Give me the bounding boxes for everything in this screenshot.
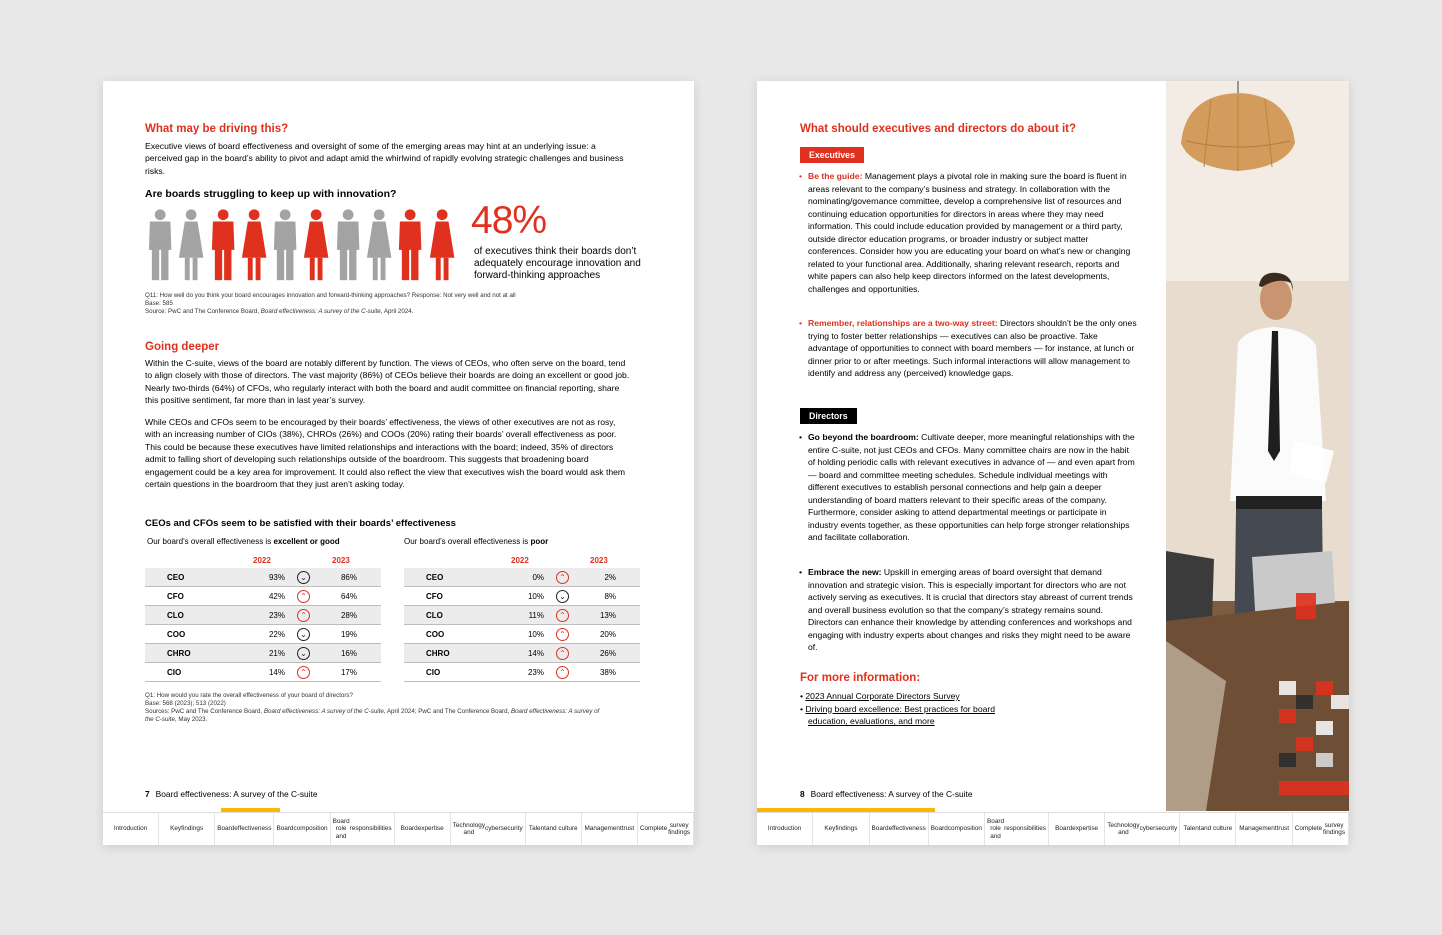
row-role: COO — [167, 629, 186, 639]
nav-tab-technology-and-cybersecurity[interactable]: Technology and cybersecurity — [451, 813, 526, 845]
value-2022: 23% — [268, 610, 285, 620]
table-row — [404, 568, 640, 587]
row-role: CFO — [167, 591, 184, 601]
table-footnote: Q1: How would you rate the overall effectiveness of your board of directors? Base: 568 (2023); 513 (2022) Sources: PwC and The Conference Board, Board effectiveness: A survey of the C-suite, April 2024; PwC and The Conference Board, Board effectiveness: A survey of the C-suite, May 2023. — [145, 692, 600, 723]
exec-bullet-relationships: • Remember, relationships are a two-way street: Directors shouldn’t be the only ones trying to foster better relationships — executives can also be proactive. Take advantage of opportunities to connect with board members — for instance, at lunch or dinner prior to or after meetings. Such informal interactions will allow management to identify and address any (perceived) knowledge gaps. — [799, 318, 1137, 379]
row-role: CFO — [426, 591, 443, 601]
value-2022: 22% — [268, 629, 285, 639]
chevron-up-icon: ⌃ — [556, 647, 569, 660]
value-2022: 23% — [527, 667, 544, 677]
table-row — [145, 587, 381, 606]
table2-year-2023: 2023 — [590, 556, 608, 565]
nav-tab-complete-survey-findings[interactable]: Complete survey findings — [1293, 813, 1349, 845]
table1-label: Our board’s overall effectiveness is excellent or good — [147, 537, 340, 546]
nav-tab-management-trust[interactable]: Management trust — [1236, 813, 1292, 845]
table2-label: Our board’s overall effectiveness is poor — [404, 537, 549, 546]
infographic-footnote: Q11: How well do you think your board encourages innovation and forward-thinking approaches? Response: Not very well and not at all Base: 585 Source: PwC and The Conference Board, Board effectiveness: A survey of the C-suite, April 2024. — [145, 292, 516, 315]
table-row — [404, 606, 640, 625]
nav-tab-key-findings[interactable]: Key findings — [159, 813, 215, 845]
man-figure-icon — [270, 208, 300, 281]
nav-tab-key-findings[interactable]: Key findings — [813, 813, 869, 845]
executives-tag: Executives — [800, 147, 864, 163]
infographic-percent: 48% — [471, 199, 547, 242]
page-footer: 8 Board effectiveness: A survey of the C-suite — [800, 789, 973, 799]
more-info-heading: For more information: — [800, 672, 921, 684]
row-role: COO — [426, 629, 445, 639]
nav-tab-technology-and-cybersecurity[interactable]: Technology and cybersecurity — [1105, 813, 1180, 845]
office-photo — [1166, 81, 1349, 811]
nav-tab-board-effectiveness[interactable]: Board effectiveness — [870, 813, 929, 845]
woman-figure-icon — [239, 208, 269, 281]
chevron-down-icon: ⌄ — [556, 590, 569, 603]
photo-illustration — [1166, 81, 1349, 811]
row-role: CHRO — [167, 648, 191, 658]
man-figure-icon — [145, 208, 175, 281]
table-row — [404, 587, 640, 606]
value-2022: 10% — [527, 629, 544, 639]
heading-what-should: What should executives and directors do about it? — [800, 123, 1077, 135]
chevron-up-icon: ⌃ — [556, 666, 569, 679]
chevron-up-icon: ⌃ — [297, 666, 310, 679]
chevron-down-icon: ⌄ — [297, 628, 310, 641]
nav-tab-board-composition[interactable]: Board composition — [274, 813, 330, 845]
row-role: CIO — [167, 667, 182, 677]
exec-bullet-guide: • Be the guide: Management plays a pivotal role in making sure the board is fluent in areas relevant to the company’s business and strategy. In collaboration with the nominating/governance committee, develop a comprehensive list of resources and continuing education opportunities for directors in areas where they may need information. This could include education provided by management or a third party, outside director education programs, or broader industry or subject matter conferences. Consider how you are educating your board on what’s new or changing related to your functional area. Additionally, sharing relevant research, reports and white papers can also help keep directors informed on the latest developments, challenges and opportunities. — [799, 171, 1131, 294]
value-2023: 2% — [604, 572, 616, 582]
value-2022: 14% — [268, 667, 285, 677]
page-footer: 7 Board effectiveness: A survey of the C-suite — [145, 789, 318, 799]
dir-bullet-embrace: • Embrace the new: Upskill in emerging areas of board oversight that demand innovation and strategic vision. This is especially important for directors who are not actively serving as executives. It is crucial that directors stay abreast of current trends and overall business evolution so that the company’s strategy remains sound. Directors can enhance their knowledge by attending conferences and workshops and engaging with industry experts about changes and risks they might need to be aware of. — [799, 567, 1133, 653]
paragraph-2: While CEOs and CFOs seem to be encouraged by their boards’ effectiveness, the views of other executives are not as rosy, with an increasing number of CIOs (38%), CHROs (26%) and COOs (20%) rating their boards’ overall effectiveness as poor. This could be because these executives have limited relationships and interactions with the board; indeed, 35% of directors admit to falling short of developing such relationships outside of the boardroom. This suggests that broadening board engagement could be a key area for improvement. It could also reflect the view that executives wish the board would ask them certain questions in the boardroom that they just aren’t asking today. — [145, 417, 626, 490]
table-row — [145, 625, 381, 644]
heading-what-driving: What may be driving this? — [145, 123, 289, 135]
value-2022: 14% — [527, 648, 544, 658]
woman-figure-icon — [176, 208, 206, 281]
nav-tab-board-expertise[interactable]: Board expertise — [1049, 813, 1105, 845]
nav-tab-board-role-and-responsibilities[interactable]: Board role and responsibilities — [331, 813, 395, 845]
woman-figure-icon — [427, 208, 457, 281]
nav-tab-board-expertise[interactable]: Board expertise — [395, 813, 451, 845]
row-role: CHRO — [426, 648, 450, 658]
intro-paragraph: Executive views of board effectiveness and oversight of some of the emerging areas may hint at an underlying issue: a perceived gap in the board’s ability to pivot and adapt amid the whirlwind of rapidly evolving strategic challenges and business risks. — [145, 141, 624, 176]
value-2022: 21% — [268, 648, 285, 658]
row-role: CLO — [167, 610, 184, 620]
directors-tag: Directors — [800, 408, 857, 424]
table-heading: CEOs and CFOs seem to be satisfied with their boards’ effectiveness — [145, 518, 456, 529]
value-2023: 19% — [340, 629, 357, 639]
infographic-title: Are boards struggling to keep up with innovation? — [145, 188, 397, 200]
nav-tab-introduction[interactable]: Introduction — [103, 813, 159, 845]
nav-tab-talent-and-culture[interactable]: Talent and culture — [526, 813, 582, 845]
nav-tab-board-role-and-responsibilities[interactable]: Board role and responsibilities — [985, 813, 1049, 845]
value-2023: 64% — [340, 591, 357, 601]
right-page — [757, 81, 1349, 845]
row-role: CLO — [426, 610, 443, 620]
table-row — [404, 644, 640, 663]
value-2022: 11% — [528, 610, 544, 620]
link-directors-survey[interactable]: 2023 Annual Corporate Directors Survey — [805, 691, 960, 701]
man-figure-icon — [333, 208, 363, 281]
value-2023: 86% — [340, 572, 357, 582]
more-info-links: • 2023 Annual Corporate Directors Survey • Driving board excellence: Best practices for board education, evaluations, and more — [800, 691, 996, 726]
man-figure-icon — [395, 208, 425, 281]
value-2022: 93% — [268, 572, 285, 582]
table-row — [404, 663, 640, 682]
table-row — [404, 625, 640, 644]
nav-tab-complete-survey-findings[interactable]: Complete survey findings — [638, 813, 694, 845]
table2-year-2022: 2022 — [511, 556, 529, 565]
table-row — [145, 606, 381, 625]
nav-tab-talent-and-culture[interactable]: Talent and culture — [1180, 813, 1236, 845]
value-2022: 0% — [532, 572, 544, 582]
value-2023: 26% — [599, 648, 616, 658]
heading-going-deeper: Going deeper — [145, 341, 220, 353]
infographic-caption: of executives think their boards don’t adequately encourage innovation and forward-thinking approaches — [474, 246, 641, 282]
woman-figure-icon — [301, 208, 331, 281]
value-2023: 28% — [340, 610, 357, 620]
people-infographic — [145, 208, 457, 283]
nav-tab-board-effectiveness[interactable]: Board effectiveness — [215, 813, 274, 845]
chevron-down-icon: ⌄ — [297, 647, 310, 660]
table-row — [145, 663, 381, 682]
paragraph-1: Within the C-suite, views of the board are notably different by function. The views of CEOs, who often serve on the board, tend to align closely with those of directors. The vast majority (86%) of CEOs believe their boards are doing an excellent or good job. Nearly two-thirds (64%) of CFOs, who regularly interact with both the board and audit committee on financial reporting, share this positive sentiment, far more than in last year’s survey. — [145, 358, 630, 406]
woman-figure-icon — [364, 208, 394, 281]
row-role: CIO — [426, 667, 441, 677]
row-role: CEO — [426, 572, 444, 582]
nav-tab-management-trust[interactable]: Management trust — [582, 813, 638, 845]
value-2023: 16% — [340, 648, 357, 658]
chevron-down-icon: ⌄ — [297, 571, 310, 584]
chevron-up-icon: ⌃ — [297, 590, 310, 603]
chevron-up-icon: ⌃ — [556, 609, 569, 622]
chevron-up-icon: ⌃ — [297, 609, 310, 622]
row-role: CEO — [167, 572, 185, 582]
value-2023: 17% — [340, 667, 357, 677]
value-2022: 10% — [527, 591, 544, 601]
chevron-up-icon: ⌃ — [556, 571, 569, 584]
dir-bullet-boardroom: • Go beyond the boardroom: Cultivate deeper, more meaningful relationships with the entire C-suite, not just CEOs and CFOs. Many committee chairs are now in the habit of holding periodic calls with relevant executives in advance of — and even apart from — board and committee meeting schedules. Schedule individual meetings with different executives to establish personal connections and help gain a deeper understanding of board matters relevant to their specific areas of the company. Furthermore, consider asking to attend departmental meetings or participate in industry events together, as these opportunities can help forge stronger relationships and facilitate collaboration. — [799, 432, 1135, 543]
link-driving-board-excellence[interactable]: Driving board excellence: Best practices for board — [805, 703, 996, 714]
value-2023: 38% — [599, 667, 616, 677]
table-row — [145, 568, 381, 587]
link-driving-board-excellence-cont[interactable]: education, evaluations, and more — [808, 716, 935, 726]
section-nav — [757, 812, 1349, 845]
value-2023: 13% — [599, 610, 616, 620]
table1-year-2023: 2023 — [332, 556, 350, 565]
table1-year-2022: 2022 — [253, 556, 271, 565]
value-2023: 8% — [604, 591, 616, 601]
chevron-up-icon: ⌃ — [556, 628, 569, 641]
value-2023: 20% — [599, 629, 616, 639]
man-figure-icon — [208, 208, 238, 281]
left-page — [103, 81, 694, 845]
table-row — [145, 644, 381, 663]
value-2022: 42% — [268, 591, 285, 601]
nav-tab-introduction[interactable]: Introduction — [757, 813, 813, 845]
nav-tab-board-composition[interactable]: Board composition — [929, 813, 985, 845]
section-nav — [103, 812, 694, 845]
